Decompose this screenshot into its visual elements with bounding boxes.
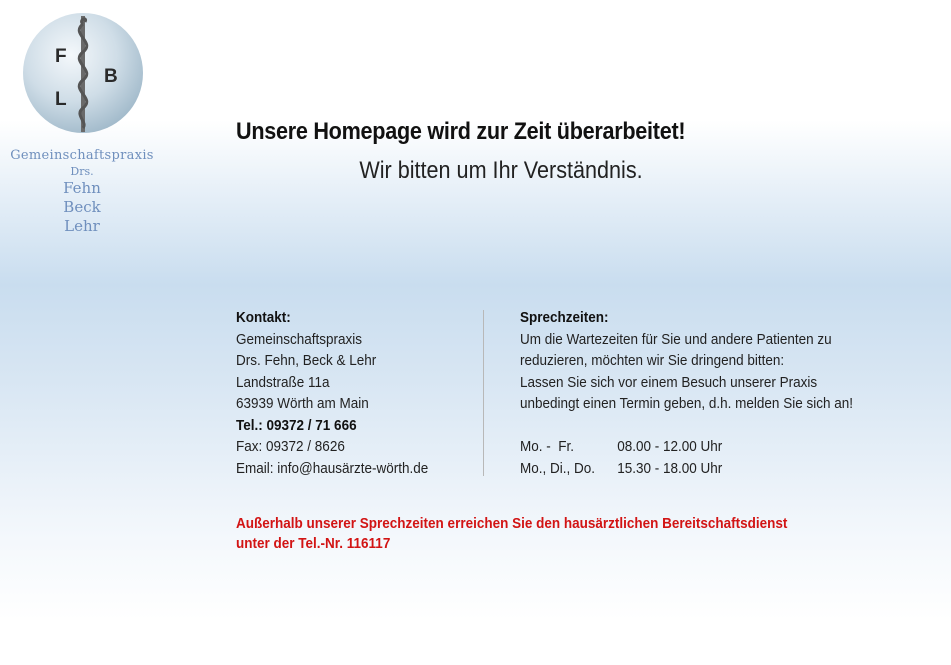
practice-caption (6, 146, 158, 236)
contact-phone: Tel.: 09372 / 71 666 (236, 416, 357, 434)
schedule-row (520, 458, 880, 480)
hours-heading: Sprechzeiten: (520, 309, 609, 326)
logo-letter-b: B (104, 66, 118, 87)
contact-line: Landstraße 11a (236, 373, 330, 391)
caption-practice: Gemeinschaftspraxis (10, 148, 154, 163)
schedule-time: 15.30 - 18.00 Uhr (617, 459, 723, 477)
hours-info-line: Um die Wartezeiten für Sie und andere Patienten zu (520, 330, 832, 348)
page-subline: Wir bitten um Ihr Verständnis. (359, 157, 643, 184)
schedule-row (520, 436, 880, 458)
hours-section (520, 307, 920, 479)
emergency-notice (236, 514, 936, 554)
practice-logo (22, 12, 144, 134)
contact-fax: Fax: 09372 / 8626 (236, 438, 345, 455)
schedule-days: Mo., Di., Do. (520, 459, 596, 477)
page-headline: Unsere Homepage wird zur Zeit überarbeitet! (236, 118, 686, 145)
schedule-days: Mo. - Fr. (520, 438, 574, 455)
caption-drs: Drs. (70, 165, 94, 178)
caption-lehr: Lehr (64, 217, 100, 235)
notice-line: Außerhalb unserer Sprechzeiten erreichen Sie den hausärztlichen Bereitschaftsdienst (236, 515, 788, 532)
contact-line: Gemeinschaftspraxis (236, 330, 363, 348)
contact-email: Email: info@hausärzte-wörth.de (236, 459, 429, 477)
contact-section (236, 307, 476, 479)
hours-info-line: reduzieren, möchten wir Sie dringend bitten: (520, 352, 785, 369)
hours-info-line: unbedingt einen Termin geben, d.h. melden Sie sich an! (520, 395, 853, 412)
contact-line: 63939 Wörth am Main (236, 395, 369, 412)
notice-line: unter der Tel.-Nr. 116117 (236, 535, 391, 552)
contact-heading: Kontakt: (236, 309, 291, 326)
contact-line: Drs. Fehn, Beck & Lehr (236, 352, 377, 369)
logo-letter-f: F (55, 46, 67, 67)
caption-fehn: Fehn (63, 179, 101, 197)
column-divider (483, 310, 484, 476)
logo-letter-l: L (55, 89, 67, 110)
caption-beck: Beck (63, 198, 101, 216)
hours-info-line: Lassen Sie sich vor einem Besuch unserer Praxis (520, 373, 818, 391)
schedule-time: 08.00 - 12.00 Uhr (617, 438, 723, 455)
